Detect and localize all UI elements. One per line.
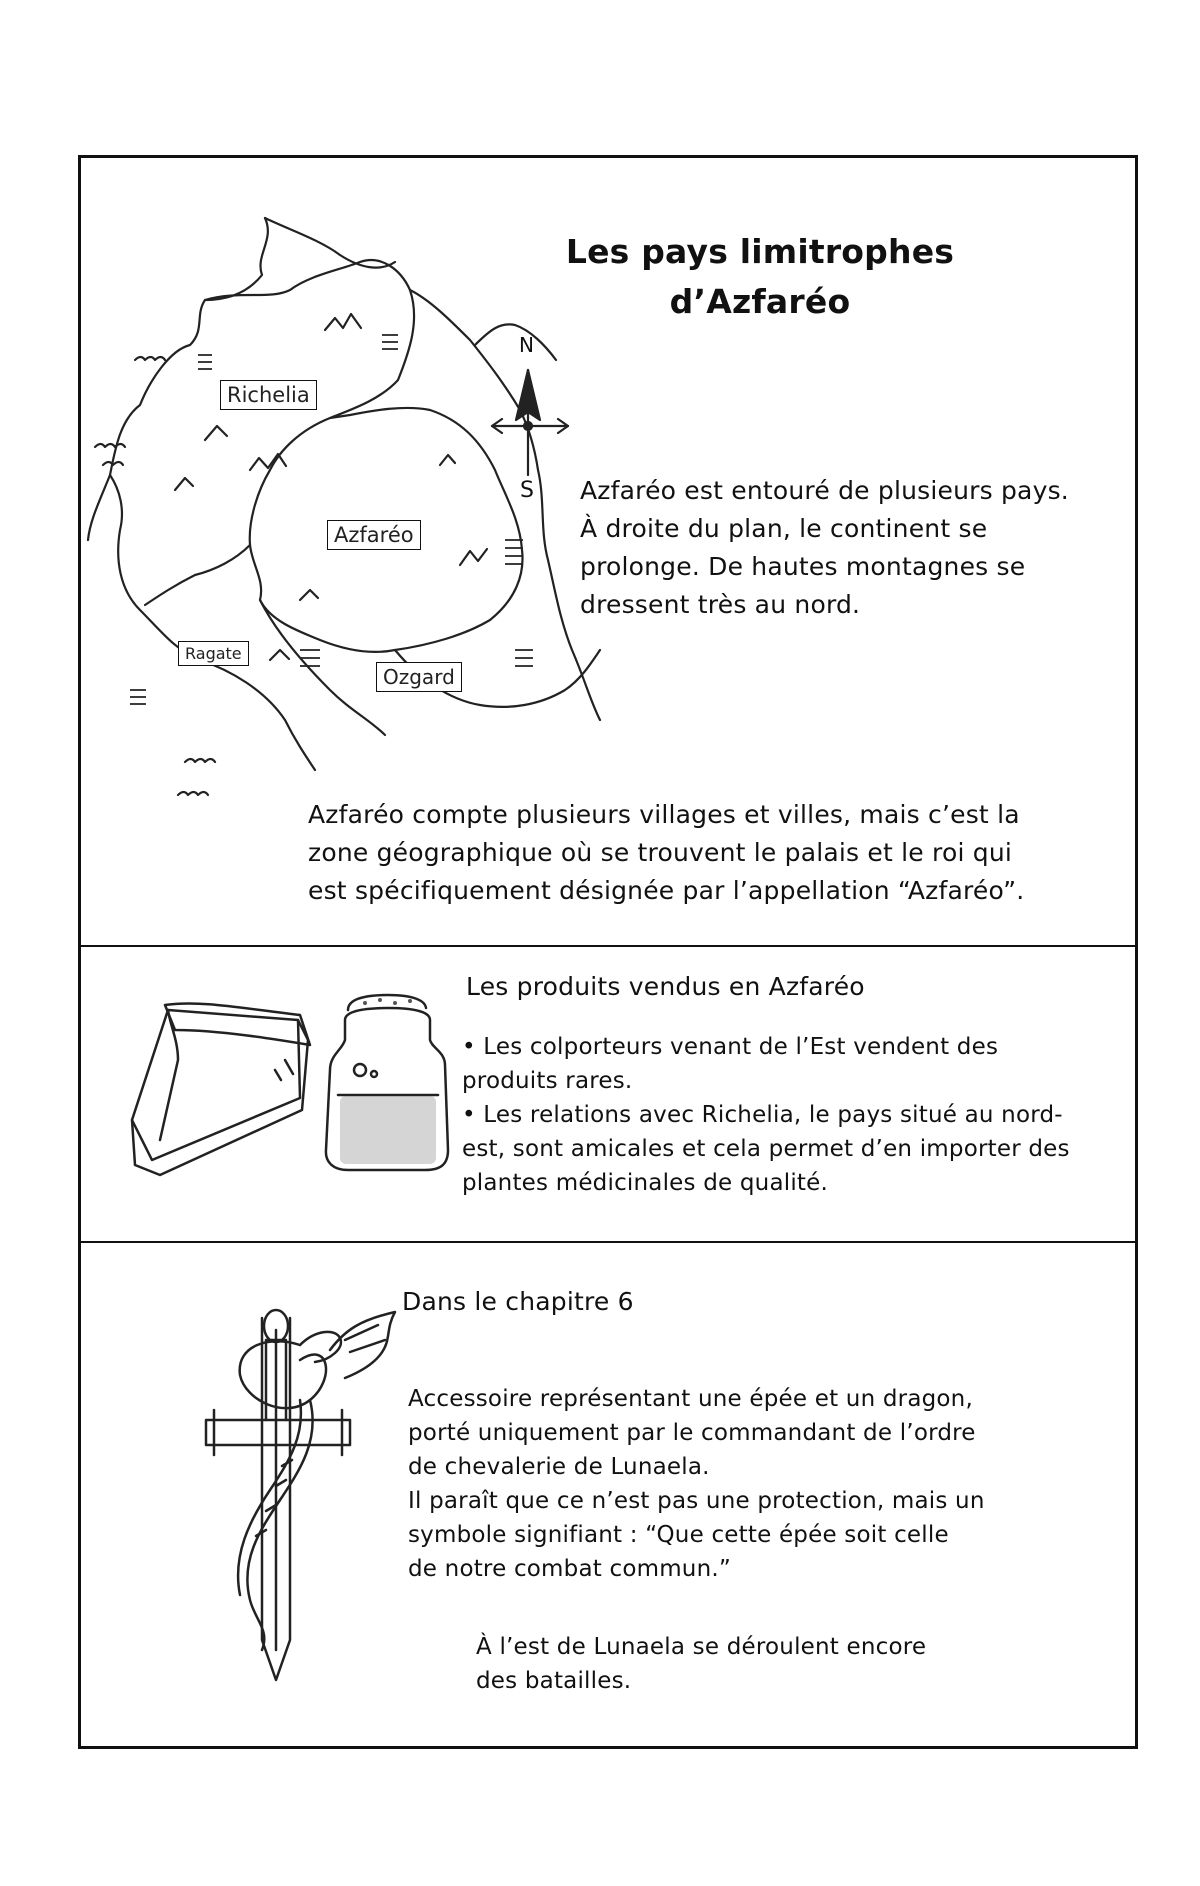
map-label-ozgard: Ozgard [376, 662, 462, 692]
chapter-heading: Dans le chapitre 6 [402, 1287, 634, 1316]
chapter-description [408, 1382, 1108, 1586]
map-label-richelia: Richelia [220, 380, 317, 410]
text-line: À droite du plan, le continent se [580, 514, 988, 543]
text-line: dressent très au nord. [580, 590, 861, 619]
map-title-line: d’Azfaréo [669, 282, 851, 321]
text-line: de notre combat commun.” [408, 1556, 731, 1582]
text-line: Accessoire représentant une épée et un dragon, [408, 1386, 973, 1412]
text-line: À l’est de Lunaela se déroulent encore [476, 1634, 927, 1660]
list-item: est, sont amicales et cela permet d’en importer des [462, 1136, 1070, 1162]
list-item: produits rares. [462, 1068, 633, 1094]
text-line: Il paraît que ce n’est pas une protection, mais un [408, 1488, 985, 1514]
text-line: prolonge. De hautes montagnes se [580, 552, 1026, 581]
text-line: zone géographique où se trouvent le palais et le roi qui [308, 838, 1013, 867]
map-label-azfareo: Azfaréo [327, 520, 421, 550]
compass-north-label: N [519, 333, 535, 357]
map-label-ragate: Ragate [178, 641, 249, 666]
list-item: • Les relations avec Richelia, le pays situé au nord- [462, 1102, 1063, 1128]
text-line: symbole signifiant : “Que cette épée soit celle [408, 1522, 949, 1548]
text-line: de chevalerie de Lunaela. [408, 1454, 710, 1480]
list-item: • Les colporteurs venant de l’Est vendent des [462, 1034, 999, 1060]
text-line: est spécifiquement désignée par l’appellation “Azfaréo”. [308, 876, 1025, 905]
map-title-line: Les pays limitrophes [565, 232, 955, 271]
compass-south-label: S [520, 478, 535, 503]
list-item: plantes médicinales de qualité. [462, 1170, 829, 1196]
products-heading: Les produits vendus en Azfaréo [466, 972, 865, 1001]
chapter-note [476, 1630, 1076, 1698]
text-line: Azfaréo compte plusieurs villages et villes, mais c’est la [308, 800, 1020, 829]
text-line: Azfaréo est entouré de plusieurs pays. [580, 476, 1069, 505]
text-line: des batailles. [476, 1668, 632, 1694]
text-line: porté uniquement par le commandant de l’ordre [408, 1420, 976, 1446]
